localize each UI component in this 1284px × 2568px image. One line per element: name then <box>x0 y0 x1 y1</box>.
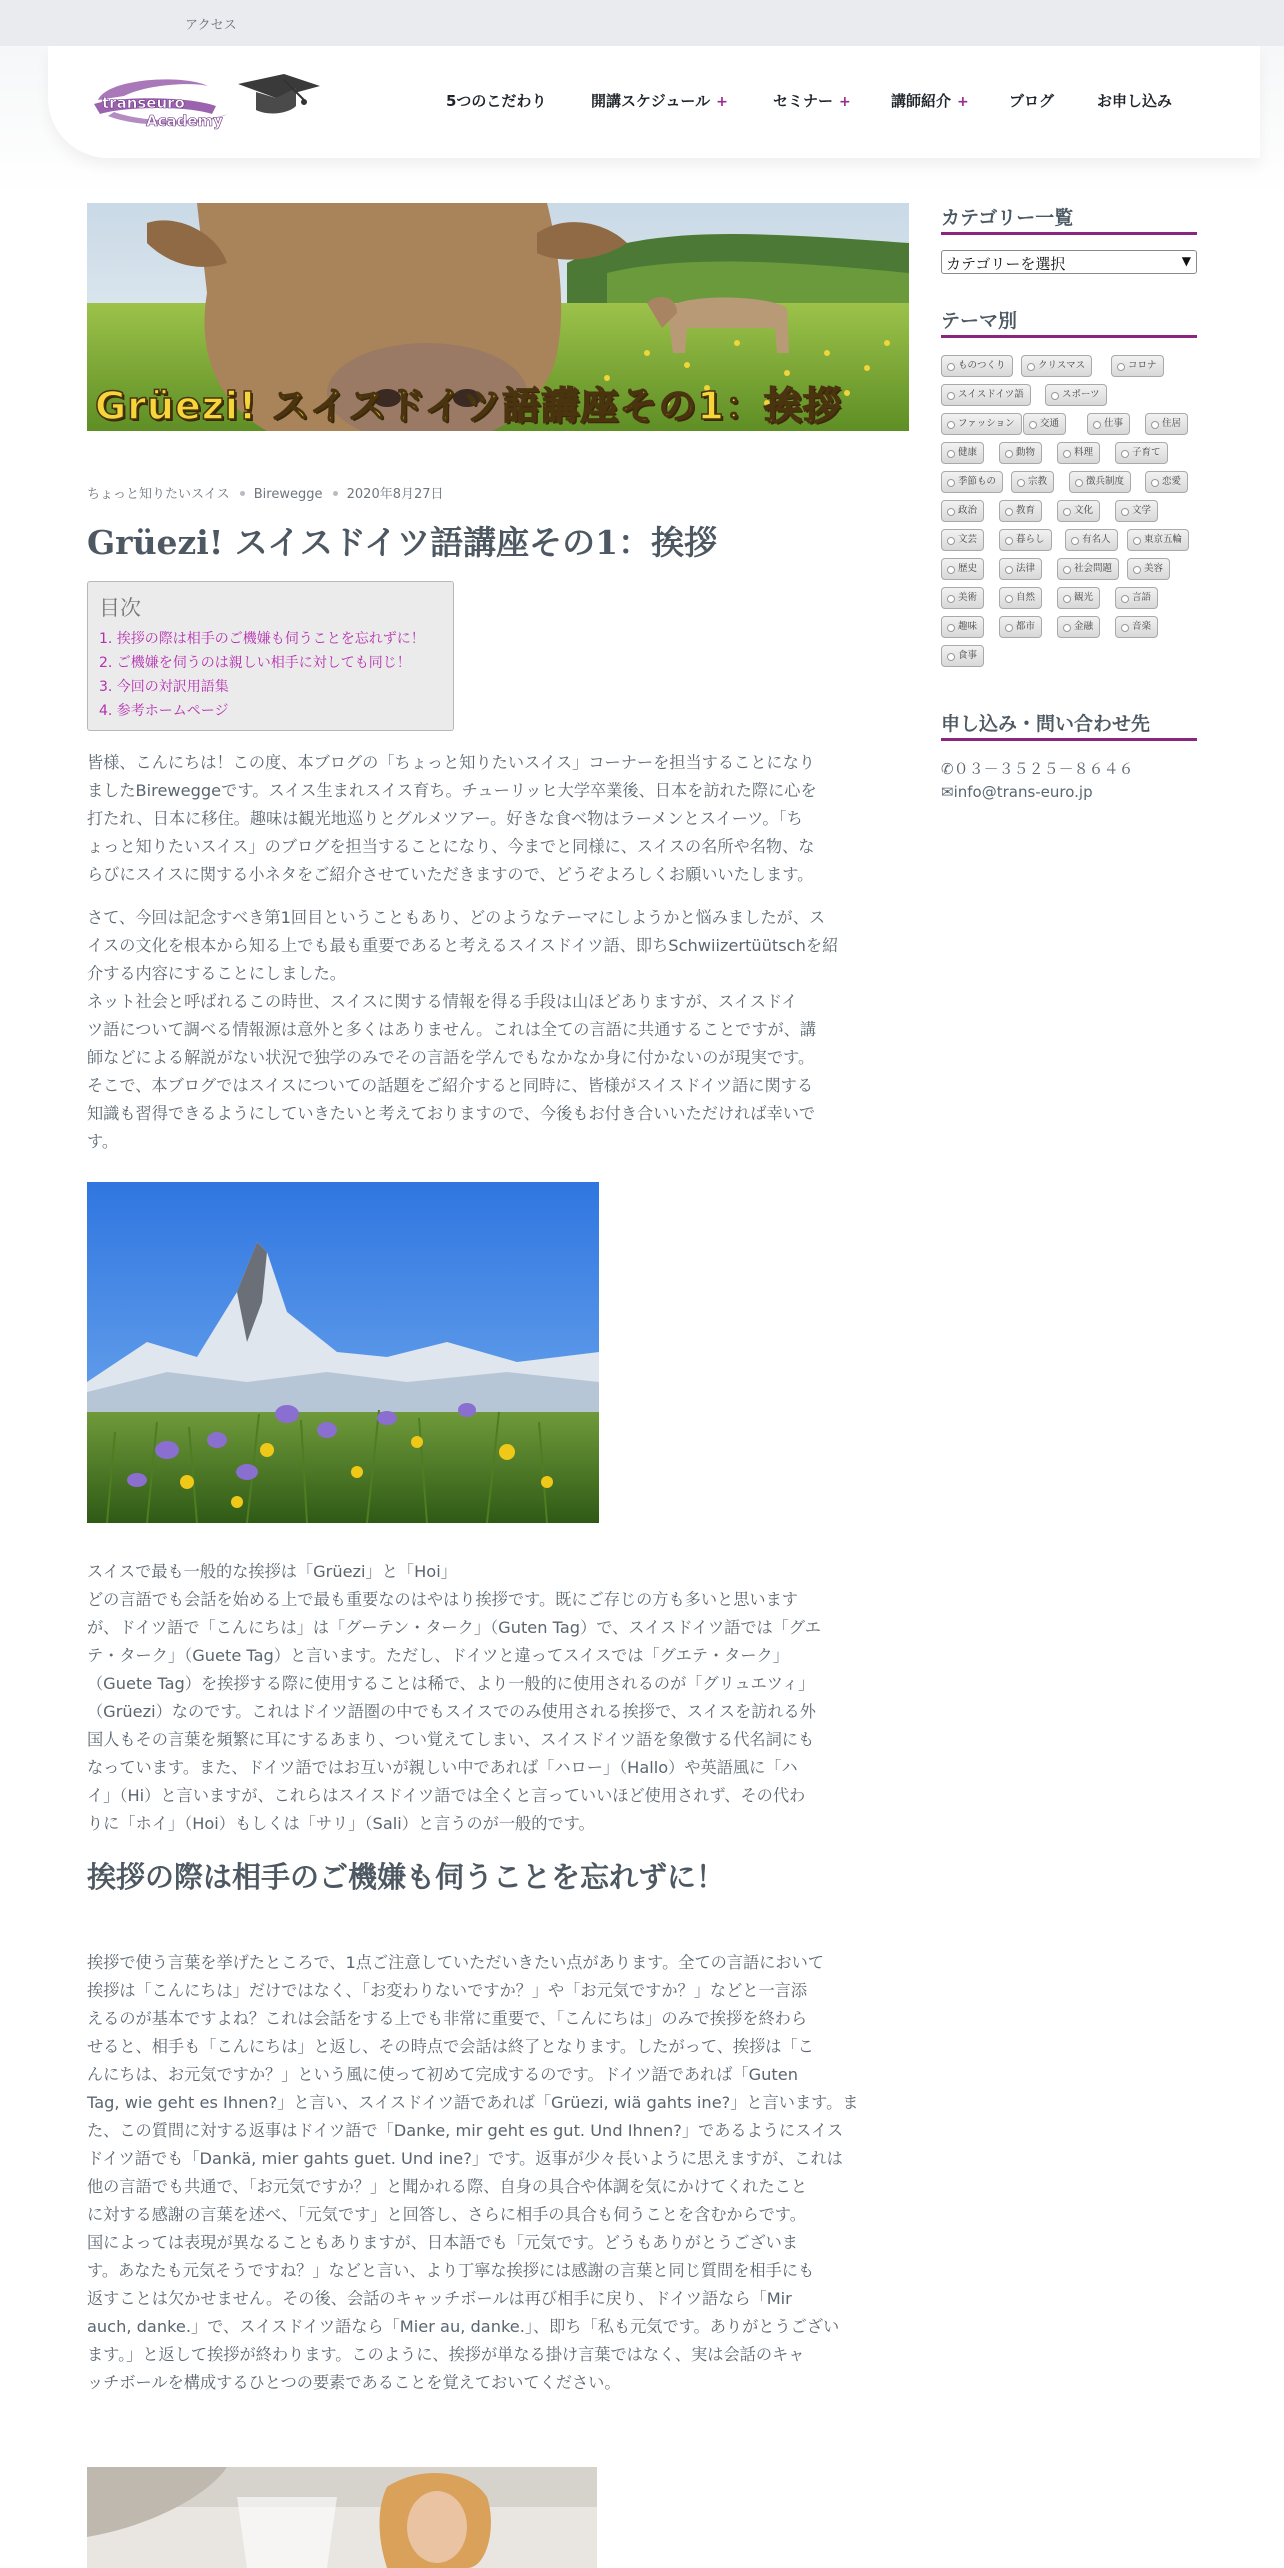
transeuro-academy-logo[interactable] <box>88 70 320 130</box>
svg-text:Academy: Academy <box>146 112 223 130</box>
post-title: Grüezi! スイスドイツ語講座その1：挨拶 <box>87 523 718 562</box>
matterhorn-image <box>87 1182 599 1523</box>
nav-item-blog[interactable] <box>1009 90 1054 111</box>
text-line: 皆様、こんにちは！この度、本ブログの「ちょっと知りたいスイス」コーナーを担当することになり <box>87 753 815 772</box>
access-link[interactable]: アクセス <box>185 18 237 33</box>
text-line: んにちは、お元気ですか？」という風に使って初めて完成するのです。ドイツ語であれば「Guten <box>87 2065 798 2084</box>
tag-item[interactable]: 観光 <box>1057 587 1100 609</box>
post-category-link[interactable]: ちょっと知りたいスイス <box>87 487 230 502</box>
svg-text:transeuro: transeuro <box>102 94 185 112</box>
text-line: （Grüezi）なのです。これはドイツ語圏の中でもスイスでのみ使用される挨拶で、スイスを訪れる外 <box>87 1702 816 1721</box>
text-line: 国人もその言葉を頻繁に耳にするあまり、つい覚えてしまい、スイスドイツ語を象徴する代名詞にも <box>87 1730 815 1749</box>
tag-item[interactable]: 東京五輪 <box>1127 529 1189 551</box>
text-line: ましたBireweggeです。スイス生まれスイス育ち。チューリッヒ大学卒業後、日本を訪れた際に心を <box>87 781 817 800</box>
contact-email[interactable]: ✉info@trans-euro.jp <box>941 783 1093 801</box>
text-line: 打たれ、日本に移住。趣味は観光地巡りとグルメツアー。好きな食べ物はラーメンとスイーツ。「ち <box>87 809 803 828</box>
text-line: 返すことは欠かせません。その後、会話のキャッチボールは再び相手に戻り、ドイツ語なら「Mir <box>87 2289 792 2308</box>
tag-item[interactable]: 徴兵制度 <box>1069 471 1131 493</box>
tag-item[interactable]: 宗教 <box>1011 471 1054 493</box>
tag-item[interactable]: 美容 <box>1127 558 1170 580</box>
intro-paragraph <box>87 749 909 889</box>
tag-item[interactable]: 言語 <box>1115 587 1158 609</box>
theme-widget-title: テーマ別 <box>941 306 1197 338</box>
text-line: 国によっては表現が異なることもありますが、日本語でも「元気です。どうもありがとうございま <box>87 2233 798 2252</box>
post-meta <box>87 483 450 502</box>
nav-label: 開講スケジュール <box>591 92 711 110</box>
mood-paragraph <box>87 1949 909 2397</box>
tag-item[interactable]: 健康 <box>941 442 984 464</box>
tag-item[interactable]: クリスマス <box>1021 355 1092 377</box>
toc-item-4[interactable]: 4. 参考ホームページ <box>99 703 229 719</box>
submenu-plus-icon: + <box>716 94 728 110</box>
text-line: 挨拶で使う言葉を挙げたところで、1点ご注意していただいきたい点があります。全ての言語において <box>87 1953 824 1972</box>
text-line: す。あなたも元気そうですね？」などと言い、より丁寧な挨拶には感謝の言葉と同じ質問を相手にも <box>87 2261 815 2280</box>
tag-item[interactable]: ものつくり <box>941 355 1013 377</box>
toc-item-1[interactable]: 1. 挨拶の際は相手のご機嫌も伺うことを忘れずに！ <box>99 631 425 647</box>
tag-item[interactable]: 動物 <box>999 442 1042 464</box>
text-line: スイスで最も一般的な挨拶は「Grüezi」と「Hoi」 <box>87 1562 457 1581</box>
tag-item[interactable]: 美術 <box>941 587 984 609</box>
text-line: せると、相手も「こんにちは」と返し、その時点で会話は終了となります。したがって、挨拶は「こ <box>87 2037 814 2056</box>
tag-item[interactable]: スポーツ <box>1045 384 1107 406</box>
text-line: ょっと知りたいスイス」のブログを担当することになり、今までと同様に、スイスの名所や名物、な <box>87 837 815 856</box>
tag-item[interactable]: 有名人 <box>1065 529 1118 551</box>
text-line: ツ語について調べる情報源は意外と多くはありません。これは全ての言語に共通することですが、講 <box>87 1020 817 1039</box>
tag-item[interactable]: 交通 <box>1023 413 1066 435</box>
submenu-plus-icon: + <box>839 94 851 110</box>
toc-title: 目次 <box>99 596 141 620</box>
text-line: が、ドイツ語で「こんにちは」は「グーテン・ターク」（Guten Tag）で、スイスドイツ語では「グエ <box>87 1618 821 1637</box>
section-heading-1: 挨拶の際は相手のご機嫌も伺うことを忘れずに！ <box>87 1860 726 1894</box>
tag-item[interactable]: 教育 <box>999 500 1042 522</box>
tag-item[interactable]: 文学 <box>1115 500 1158 522</box>
nav-label: 講師紹介 <box>891 92 952 110</box>
nav-item-instructors[interactable] <box>891 90 969 111</box>
text-line: どの言語でも会話を始める上で最も重要なのはやはり挨拶です。既にご存じの方も多いと思います <box>87 1590 798 1609</box>
text-line: えるのが基本ですよね？これは会話をする上でも非常に重要で、「こんにちは」のみで挨拶を終わら <box>87 2009 808 2028</box>
text-line: りに「ホイ」（Hoi）もしくは「サリ」（Sali）と言うのが一般的です。 <box>87 1814 595 1833</box>
tag-item[interactable]: ファッション <box>941 413 1022 435</box>
tag-item[interactable]: 料理 <box>1057 442 1100 464</box>
hero-image <box>87 203 909 431</box>
toc-item-2[interactable]: 2. ご機嫌を伺うのは親しい相手に対しても同じ！ <box>99 655 411 671</box>
text-line: さて、今回は記念すべき第1回目ということもあり、どのようなテーマにしようかと悩みましたが、ス <box>87 908 826 927</box>
chevron-down-icon: ▼ <box>1181 254 1191 268</box>
theme-paragraph <box>87 904 909 1156</box>
submenu-plus-icon: + <box>957 94 969 110</box>
tag-item[interactable]: 歴史 <box>941 558 984 580</box>
tag-item[interactable]: 自然 <box>999 587 1042 609</box>
text-line: 挨拶は「こんにちは」だけではなく、「お変わりないですか？」や「お元気ですか？」などと一言添 <box>87 1981 808 2000</box>
matterhorn-photo <box>87 1182 599 1523</box>
tag-item[interactable]: 金融 <box>1057 616 1100 638</box>
category-select-value: カテゴリーを選択 <box>946 255 1066 273</box>
people-photo <box>87 2467 597 2568</box>
greeting-paragraph <box>87 1558 909 1838</box>
tag-item[interactable]: 子育て <box>1115 442 1168 464</box>
nav-item-kodawari[interactable] <box>446 90 546 111</box>
text-line: 他の言語でも共通で、「お元気ですか？」と聞かれる際、自身の具合や体調を気にかけてくれたこと <box>87 2177 808 2196</box>
tag-item[interactable]: 食事 <box>941 645 984 667</box>
category-select[interactable] <box>941 250 1197 274</box>
nav-item-apply[interactable] <box>1097 90 1172 111</box>
text-line: に対する感謝の言葉を述べ、「元気です」と回答し、さらに相手の具合も伺うことを含むからです。 <box>87 2205 806 2224</box>
separator-dot <box>333 491 338 496</box>
top-bar <box>0 0 1284 46</box>
nav-label: 5つのこだわり <box>446 92 547 110</box>
text-line: なっています。また、ドイツ語ではお互いが親しい中であれば「ハロー」（Hallo）や英語風に「ハ <box>87 1758 798 1777</box>
tag-item[interactable]: 恋愛 <box>1145 471 1188 493</box>
toc-item-3[interactable]: 3. 今回の対訳用語集 <box>99 679 229 695</box>
tag-item[interactable]: 季節もの <box>941 471 1003 493</box>
text-line: 師などによる解説がない状況で独学のみでその言語を学んでもなかなか身に付かないのが現実です。 <box>87 1048 815 1067</box>
tag-item[interactable]: 音楽 <box>1115 616 1158 638</box>
text-line: た、この質問に対する返事はドイツ語で「Danke, mir geht es gut. Und Ihnen?」であるようにスイス <box>87 2121 844 2140</box>
nav-item-schedule[interactable] <box>591 90 728 111</box>
text-line: （Guete Tag）を挨拶する際に使用することは稀で、より一般的に使用されるのが「グリュエツィ」 <box>87 1674 815 1693</box>
contact-widget-title: 申し込み・問い合わせ先 <box>941 709 1197 741</box>
post-date: 2020年8月27日 <box>346 487 444 502</box>
text-line: イ」（Hi）と言いますが、これらはスイスドイツ語では全くと言っていいほど使用されず、その代わ <box>87 1786 806 1805</box>
text-line: テ・ターク」（Guete Tag）と言います。ただし、ドイツと違ってスイスでは「グエテ・ターク」 <box>87 1646 789 1665</box>
nav-label: お申し込み <box>1097 92 1173 110</box>
nav-label: セミナー <box>773 92 834 110</box>
conversation-image <box>87 2467 597 2568</box>
text-line: らびにスイスに関する小ネタをご紹介させていただきますので、どうぞよろしくお願いいたします。 <box>87 865 814 884</box>
tag-item[interactable]: 文芸 <box>941 529 984 551</box>
nav-item-seminar[interactable] <box>773 90 851 111</box>
category-widget-title: カテゴリー一覧 <box>941 203 1197 235</box>
tag-item[interactable]: 仕事 <box>1087 413 1130 435</box>
separator-dot <box>240 491 245 496</box>
post-author-link[interactable]: Birewegge <box>253 487 323 502</box>
tag-item[interactable]: 都市 <box>999 616 1042 638</box>
text-line: ネット社会と呼ばれるこの時世、スイスに関する情報を得る手段は山ほどありますが、スイスドイ <box>87 992 798 1011</box>
tag-item[interactable]: コロナ <box>1111 355 1164 377</box>
tag-item[interactable]: 政治 <box>941 500 984 522</box>
text-line: イスの文化を根本から知る上でも最も重要であると考えるスイスドイツ語、即ちSchwiizertüütschを紹 <box>87 936 839 955</box>
nav-label: ブログ <box>1009 92 1055 110</box>
tag-item[interactable]: スイスドイツ語 <box>941 384 1031 406</box>
text-line: ッチボールを構成するひとつの要素であることを覚えておいてください。 <box>87 2373 621 2392</box>
tag-item[interactable]: 暮らし <box>999 529 1052 551</box>
text-line: Tag, wie geht es Ihnen?」と言い、スイスドイツ語であれば「Grüezi, wiä gahts ine?」と言います。ま <box>87 2093 859 2112</box>
tag-item[interactable]: 住居 <box>1145 413 1188 435</box>
table-of-contents <box>87 581 454 731</box>
text-line: そこで、本ブログではスイスについての話題をご紹介すると同時に、皆様がスイスドイツ語に関する <box>87 1076 814 1095</box>
tag-item[interactable]: 趣味 <box>941 616 984 638</box>
tag-item[interactable]: 社会問題 <box>1057 558 1119 580</box>
text-line: auch, danke.」で、スイスドイツ語なら「Mier au, danke.」、即ち「私も元気です。ありがとうござい <box>87 2317 840 2336</box>
hero-title-overlay: Grüezi! スイスドイツ語講座その1：挨拶 <box>95 384 842 428</box>
tag-item[interactable]: 法律 <box>999 558 1042 580</box>
text-line: 知識も習得できるようにしていきたいと考えておりますので、今後もお付き合いいただければ幸いで <box>87 1104 816 1123</box>
text-line: す。 <box>87 1132 119 1151</box>
contact-phone[interactable]: ✆０３－３５２５－８６４６ <box>941 760 1134 778</box>
text-line: ドイツ語でも「Dankä, mier gahts guet. Und ine?」です。返事が少々長いように思えますが、これは <box>87 2149 843 2168</box>
text-line: 介する内容にすることにしました。 <box>87 964 346 983</box>
tag-item[interactable]: 文化 <box>1057 500 1100 522</box>
text-line: ます。」と返して挨拶が終わります。このように、挨拶が単なる掛け言葉ではなく、実は会話のキャ <box>87 2345 805 2364</box>
